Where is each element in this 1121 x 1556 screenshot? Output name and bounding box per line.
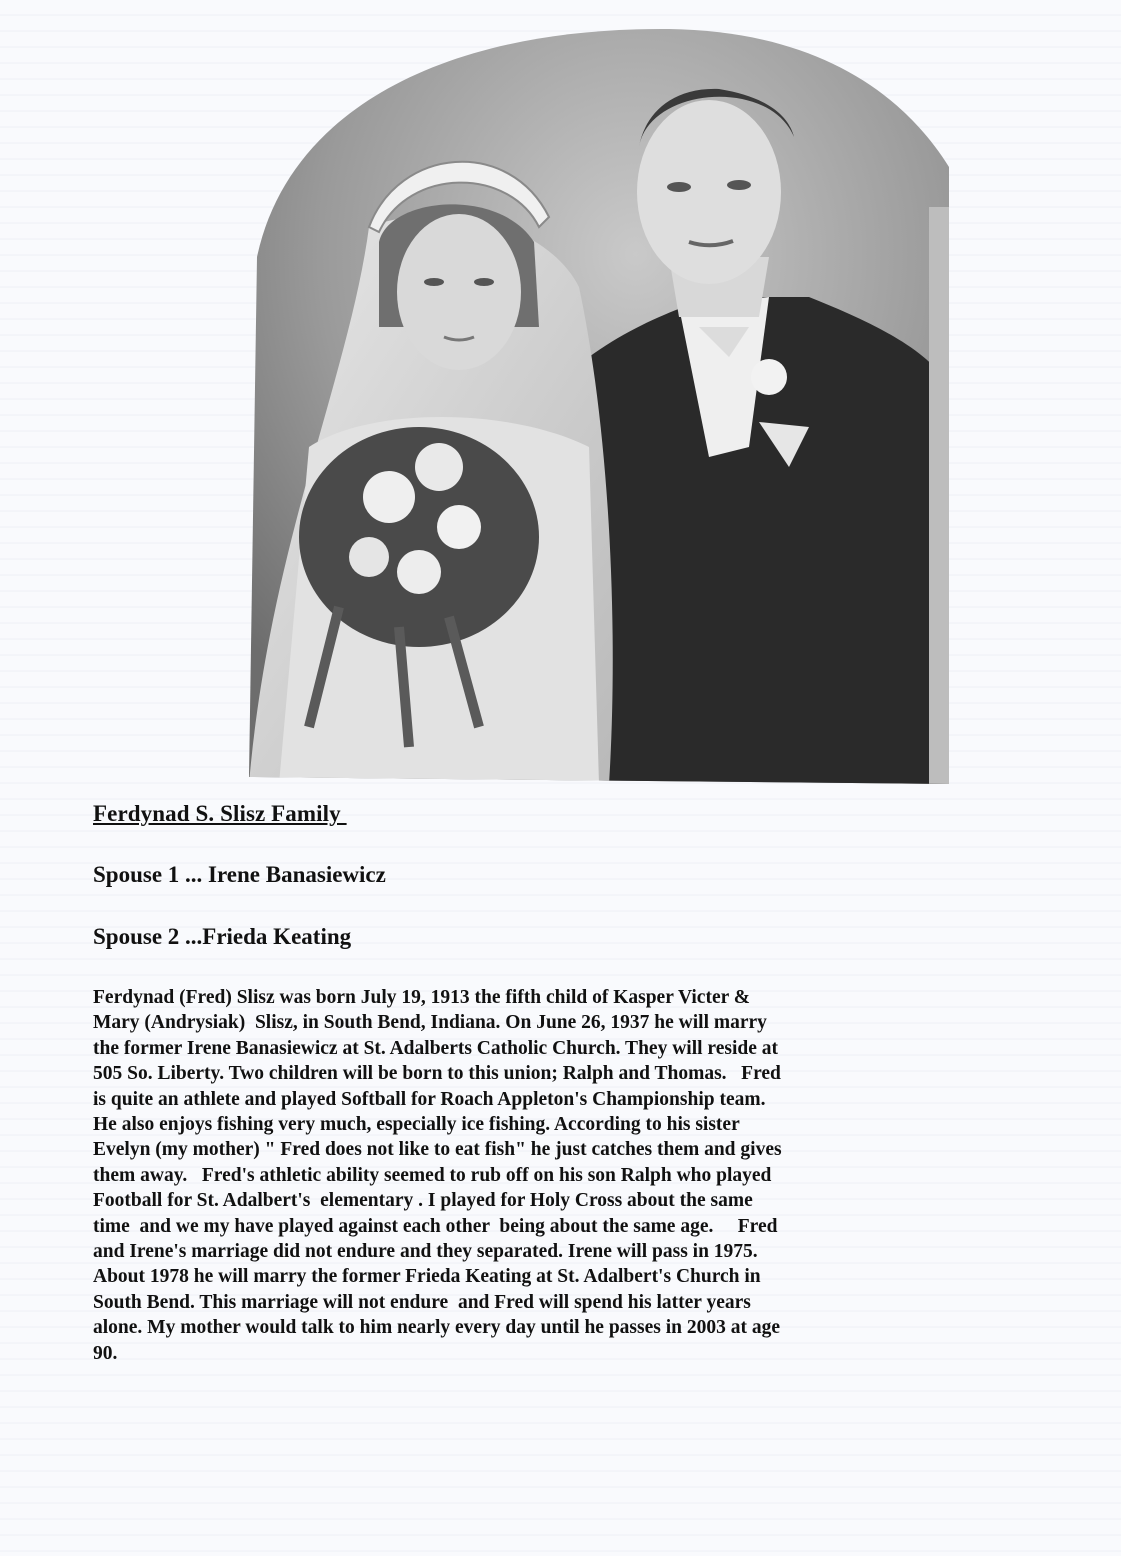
- spouse-2-line: Spouse 2 ...Frieda Keating: [93, 924, 352, 949]
- family-heading: Ferdynad S. Slisz Family: [93, 801, 347, 826]
- biography-line: time and we my have played against each other being about the same age. Fred: [93, 1215, 778, 1237]
- biography-line: is quite an athlete and played Softball for Roach Appleton's Championship team.: [93, 1088, 766, 1110]
- biography-line: the former Irene Banasiewicz at St. Adalberts Catholic Church. They will reside at: [93, 1037, 778, 1059]
- biography-line: Mary (Andrysiak) Slisz, in South Bend, Indiana. On June 26, 1937 he will marry: [93, 1012, 767, 1034]
- wedding-photo: [249, 27, 952, 784]
- wedding-photo-image: [249, 27, 952, 784]
- biography-line: and Irene's marriage did not endure and they separated. Irene will pass in 1975.: [93, 1241, 758, 1263]
- biography-paragraph: [93, 985, 993, 1366]
- biography-line: Ferdynad (Fred) Slisz was born July 19, 1913 the fifth child of Kasper Victer &: [93, 987, 751, 1008]
- biography-line: Football for St. Adalbert's elementary . I played for Holy Cross about the same: [93, 1190, 753, 1212]
- biography-line: He also enjoys fishing very much, especially ice fishing. According to his sister: [93, 1114, 740, 1136]
- biography-line: 505 So. Liberty. Two children will be born to this union; Ralph and Thomas. Fred: [93, 1063, 781, 1085]
- biography-line: About 1978 he will marry the former Frieda Keating at St. Adalbert's Church in: [93, 1266, 761, 1288]
- biography-line: Evelyn (my mother) " Fred does not like to eat fish" he just catches them and gives: [93, 1139, 782, 1161]
- biography-line: 90.: [93, 1342, 118, 1364]
- spouse-1-line: Spouse 1 ... Irene Banasiewicz: [93, 862, 386, 887]
- biography-line: alone. My mother would talk to him nearly every day until he passes in 2003 at age: [93, 1317, 781, 1339]
- biography-line: South Bend. This marriage will not endure and Fred will spend his latter years: [93, 1291, 751, 1313]
- biography-line: them away. Fred's athletic ability seemed to rub off on his son Ralph who played: [93, 1164, 772, 1186]
